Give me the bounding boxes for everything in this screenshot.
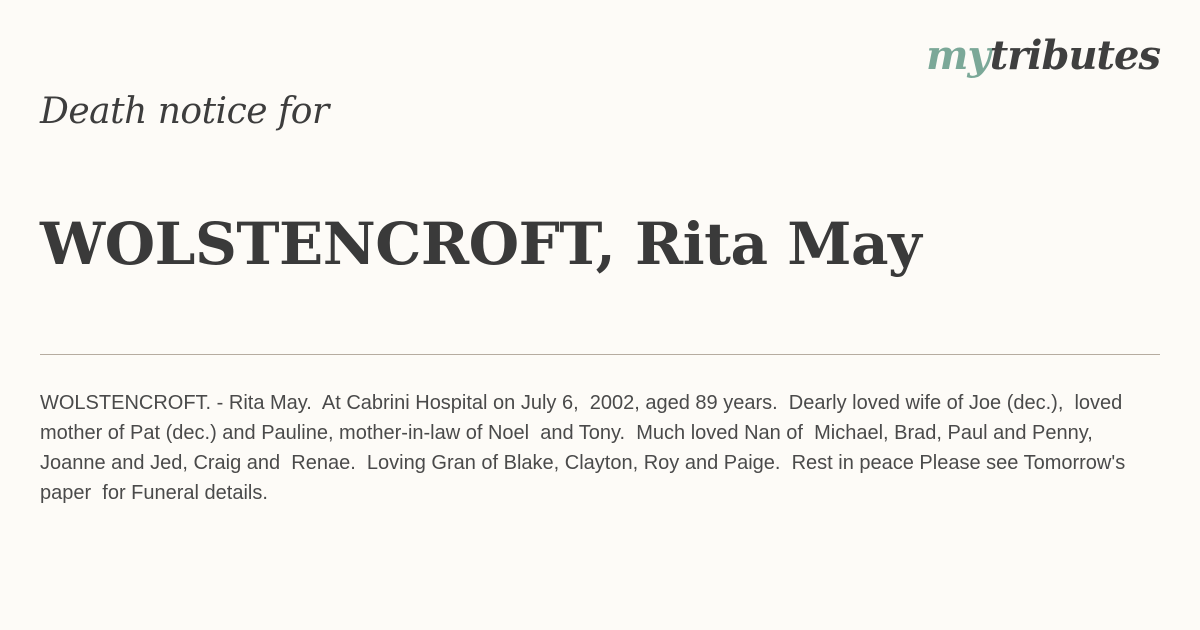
- logo-prefix: my: [926, 32, 990, 79]
- section-divider: [40, 354, 1160, 355]
- death-notice-text: WOLSTENCROFT. - Rita May. At Cabrini Hospital on July 6, 2002, aged 89 years. Dearly loved wife of Joe (dec.), loved mother of Pat (dec.) and Pauline, mother-in-law of Noel and Tony. Much loved Nan of Michael, Brad, Paul and Penny, Joanne and Jed, Craig and Renae. Loving Gran of Blake, Clayton, Roy and Paige. Rest in peace Please see Tomorrow's paper for Funeral details.: [40, 392, 1131, 504]
- page-subtitle: Death notice for: [40, 91, 329, 132]
- logo-suffix: tributes: [989, 32, 1160, 79]
- mytributes-logo[interactable]: [926, 32, 1160, 79]
- deceased-name: WOLSTENCROFT, Rita May: [40, 210, 922, 278]
